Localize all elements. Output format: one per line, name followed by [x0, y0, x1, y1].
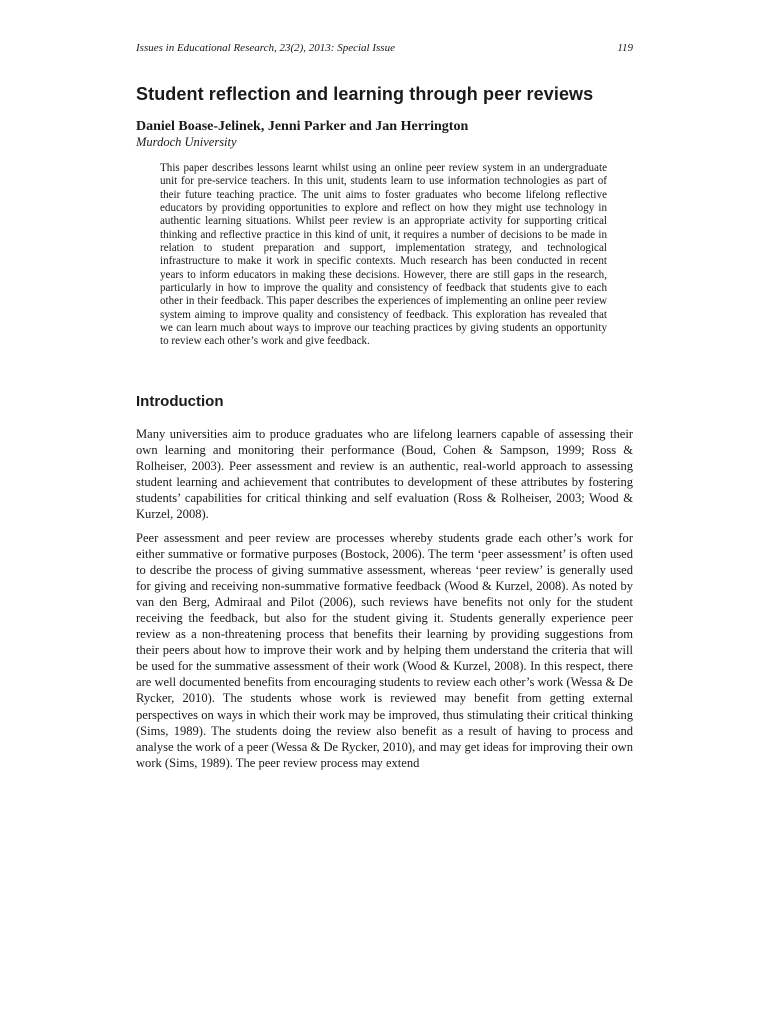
page-number: 119	[617, 42, 633, 54]
article-title: Student reflection and learning through peer reviews	[136, 84, 594, 104]
abstract: This paper describes lessons learnt whilst using an online peer review system in an undergraduate unit for pre-service teachers. In this unit, students learn to use information technologies as part of their future teaching practice. The unit aims to foster graduates who become lifelong reflective educators by providing opportunities to explore and reflect on how they might use technology in authentic learning situations. Whilst peer review is an appropriate activity for supporting critical thinking and reflective practice in this kind of unit, it requires a number of decisions to be made in relation to student preparation and support, implementation strategy, and technological infrastructure to make it work in specific contexts. Much research has been conducted in recent years to inform educators in making these decisions. However, there are still gaps in the research, particularly in how to improve the quality and consistency of feedback that students give to each other in their feedback. This paper describes the experiences of implementing an online peer review system aiming to improve quality and consistency of feedback. This exploration has revealed that we can learn much about ways to improve our teaching practices by giving students an opportunity to review each other’s work and give feedback.	[160, 162, 607, 348]
body-paragraph: Many universities aim to produce graduates who are lifelong learners capable of assessing their own learning and monitoring their performance (Boud, Cohen & Sampson, 1999; Ross & Rolheiser, 2003). Peer assessment and review is an authentic, real-world approach to assessing student learning and achievement that contributes to development of these attributes by fostering students’ capabilities for critical thinking and self evaluation (Ross & Rolheiser, 2003; Wood & Kurzel, 2008).	[136, 427, 633, 522]
author-list: Daniel Boase-Jelinek, Jenni Parker and Jan Herrington	[136, 119, 469, 134]
journal-citation: Issues in Educational Research, 23(2), 2013: Special Issue	[136, 42, 395, 54]
body-paragraph: Peer assessment and peer review are processes whereby students grade each other’s work for either summative or formative purposes (Bostock, 2006). The term ‘peer assessment’ is often used to describe the process of giving summative assessment, whereas ‘peer review’ is generally used for giving and receiving non-summative formative feedback (Wood & Kurzel, 2008). As noted by van den Berg, Admiraal and Pilot (2006), such reviews have benefits not only for the student receiving the feedback, but also for the student giving it. Students generally experience peer review as a non-threatening process that benefits their learning by providing suggestions from their peers about how to improve their work and by helping them understand the criteria that will be used for the summative assessment of their work (Wood & Kurzel, 2008). In this respect, there are well documented benefits from encouraging students to review each other’s work (Wessa & De Rycker, 2010). The students whose work is reviewed may benefit from getting external perspectives on ways in which their work may be improved, thus stimulating their critical thinking (Sims, 1989). The students doing the review also benefit as a result of having to process and analyse the work of a peer (Wessa & De Rycker, 2010), and may get ideas for improving their own work (Sims, 1989). The peer review process may extend	[136, 531, 633, 770]
section-heading-introduction: Introduction	[136, 393, 224, 410]
running-header	[136, 42, 633, 54]
author-affiliation: Murdoch University	[136, 135, 237, 149]
